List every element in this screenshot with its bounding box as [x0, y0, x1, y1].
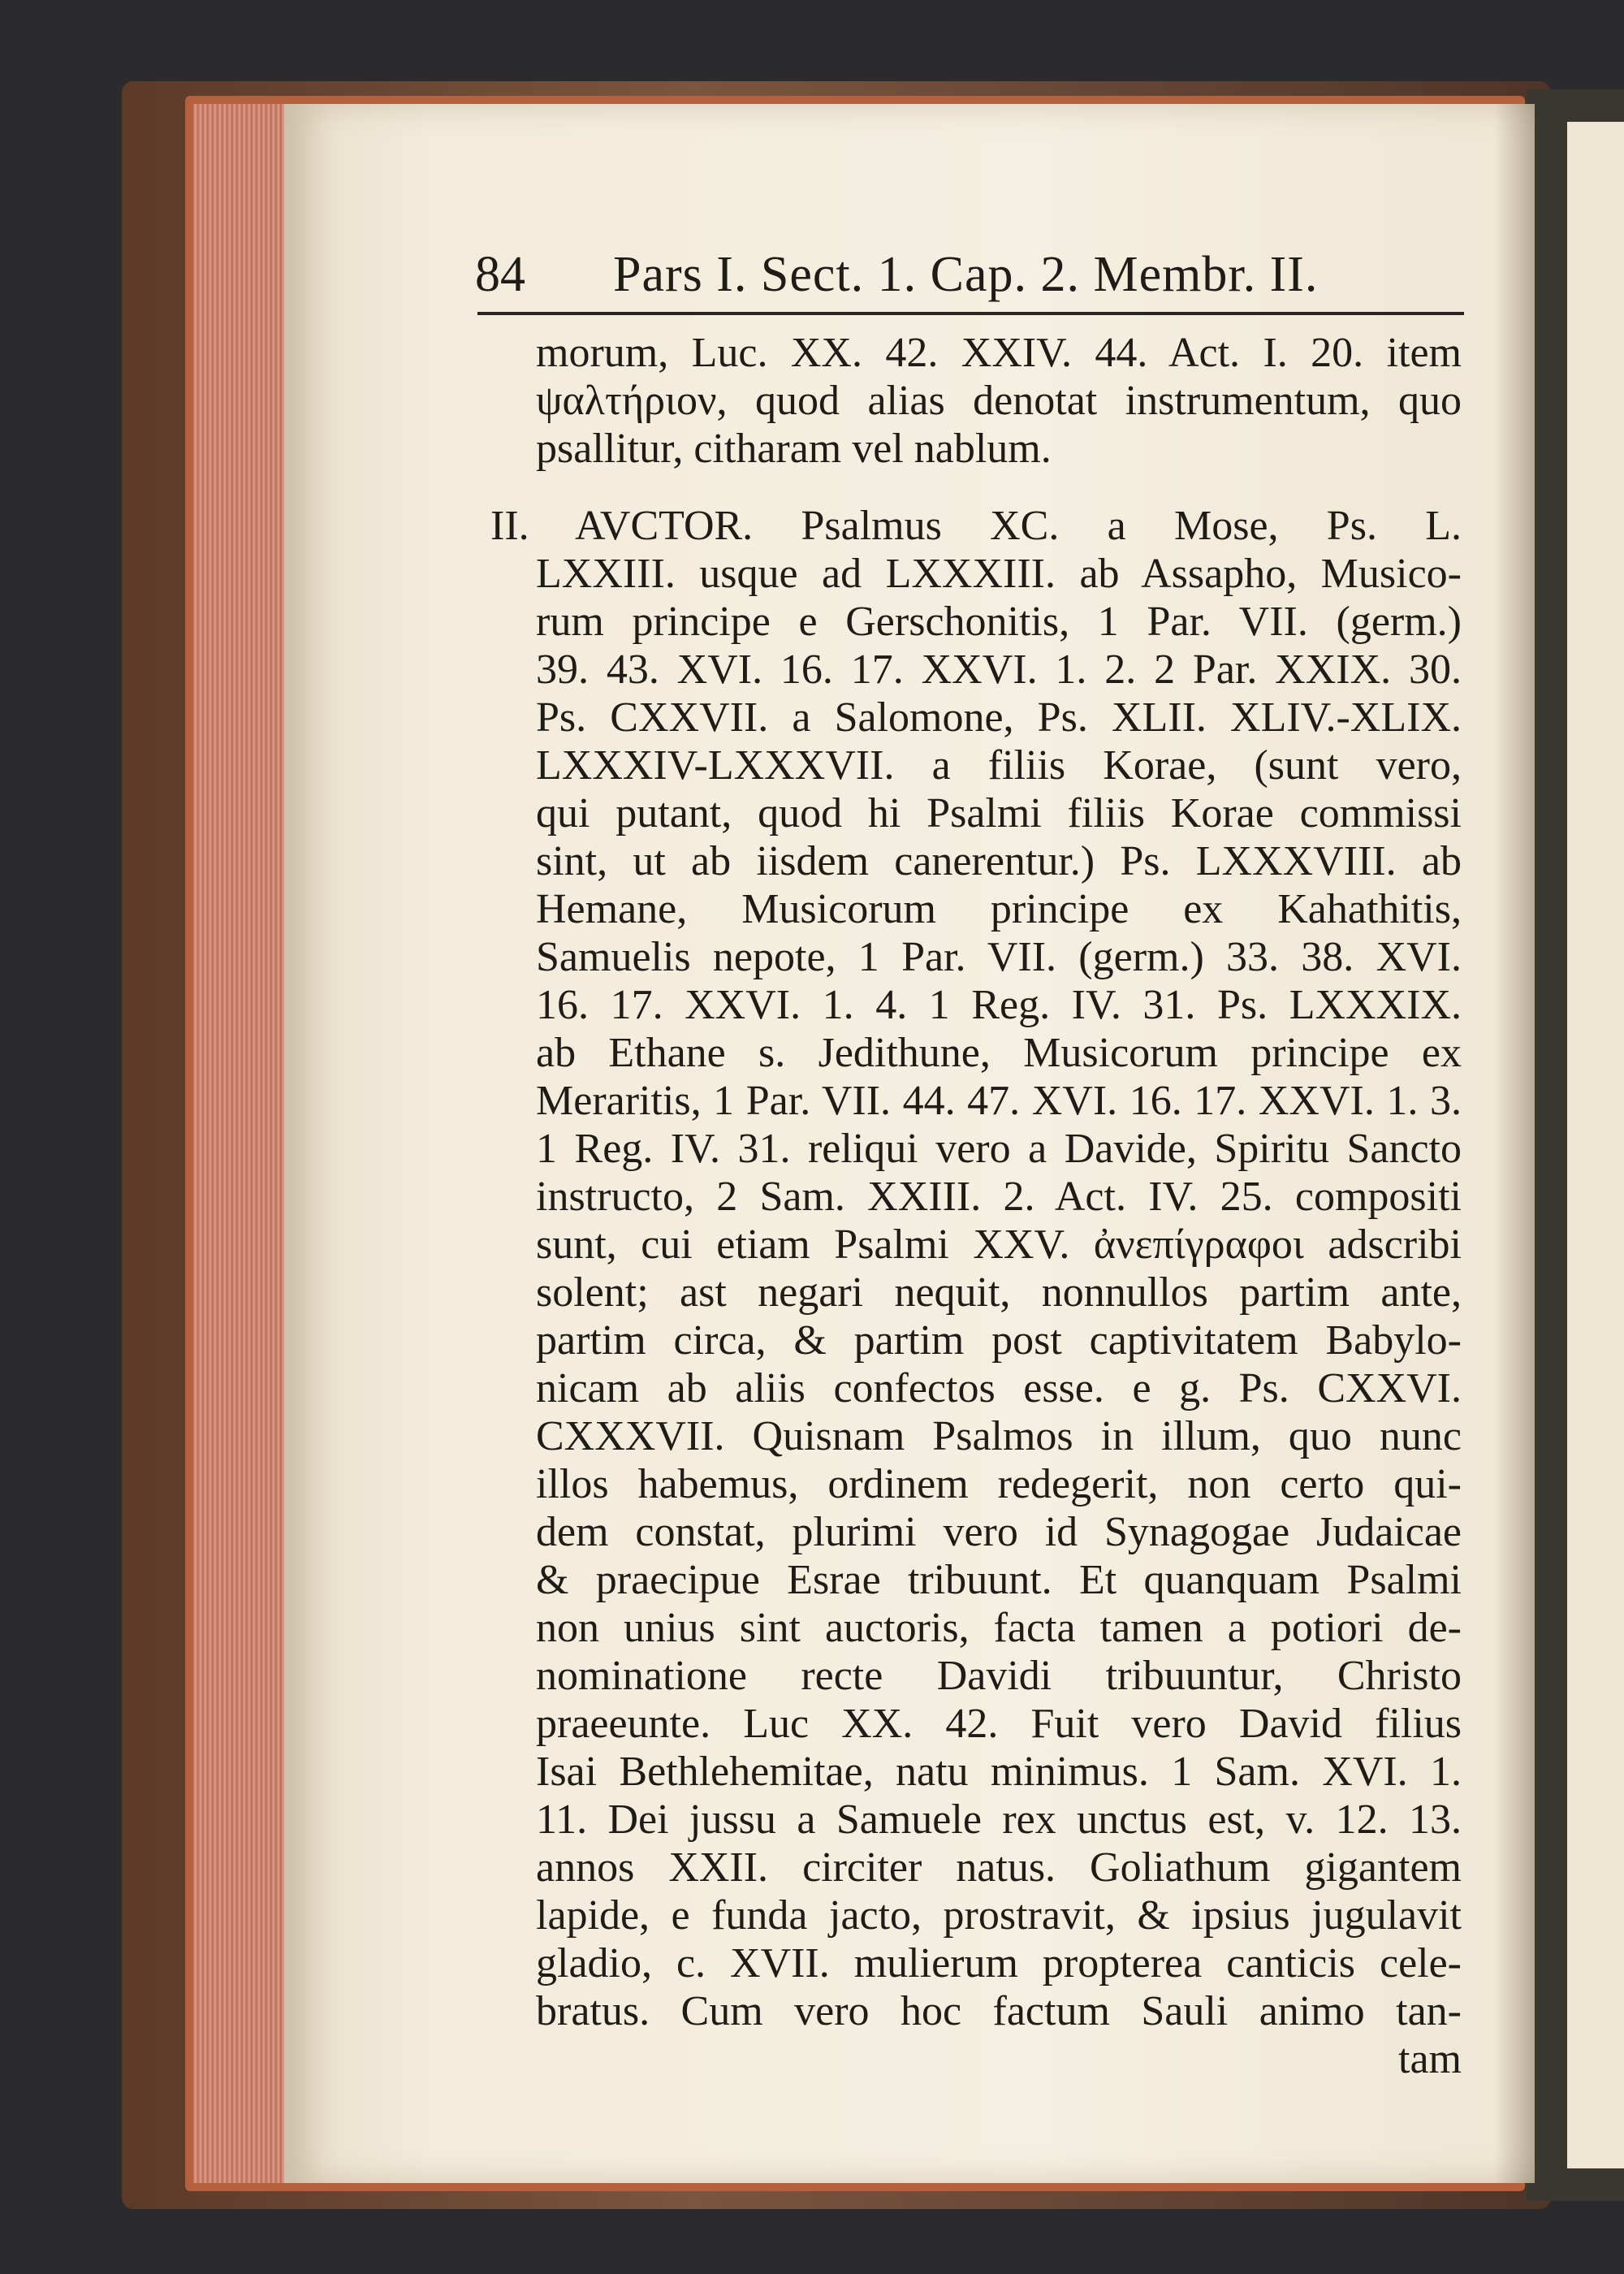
text-line: Samuelis nepote, 1 Par. VII. (germ.) 33. 38. XVI.	[536, 934, 1462, 980]
text-line: ψαλτήριον, quod alias denotat instrumentum, quo	[536, 378, 1462, 424]
text-line: Meraritis, 1 Par. VII. 44. 47. XVI. 16. 17. XXVI. 1. 3.	[536, 1078, 1462, 1124]
page-number: 84	[475, 247, 525, 302]
text-line: LXXXIV-LXXXVII. a filiis Korae, (sunt vero,	[536, 742, 1462, 789]
text-line: II. AVCTOR. Psalmus XC. a Mose, Ps. L.	[490, 503, 1462, 549]
text-line: non unius sint auctoris, facta tamen a potiori de-	[536, 1605, 1462, 1651]
text-line: qui putant, quod hi Psalmi filiis Korae commissi	[536, 790, 1462, 837]
page-gutter	[1494, 104, 1535, 2183]
text-line: instructo, 2 Sam. XXIII. 2. Act. IV. 25. compositi	[536, 1174, 1462, 1220]
text-line: annos XXII. circiter natus. Goliathum gigantem	[536, 1844, 1462, 1891]
text-line: illos habemus, ordinem redegerit, non certo qui-	[536, 1461, 1462, 1507]
text-line: gladio, c. XVII. mulierum propterea canticis cele-	[536, 1940, 1462, 1987]
text-line: 11. Dei jussu a Samuele rex unctus est, v. 12. 13.	[536, 1796, 1462, 1843]
text-line: nicam ab aliis confectos esse. e g. Ps. CXXVI.	[536, 1365, 1462, 1412]
page-header	[475, 242, 1466, 307]
header-rule	[477, 312, 1464, 315]
text-line: dem constat, plurimi vero id Synagogae Judaicae	[536, 1509, 1462, 1555]
text-line: nominatione recte Davidi tribuuntur, Christo	[536, 1653, 1462, 1699]
text-line: morum, Luc. XX. 42. XXIV. 44. Act. I. 20. item	[536, 330, 1462, 376]
running-head: Pars I. Sect. 1. Cap. 2. Membr. II.	[613, 247, 1319, 302]
text-line: 16. 17. XXVI. 1. 4. 1 Reg. IV. 31. Ps. LXXXIX.	[536, 982, 1462, 1028]
text-line: psallitur, citharam vel nablum.	[536, 426, 1052, 472]
text-line: Isai Bethlehemitae, natu minimus. 1 Sam. XVI. 1.	[536, 1749, 1462, 1795]
catchword: tam	[1398, 2036, 1462, 2082]
text-line: 39. 43. XVI. 16. 17. XXVI. 1. 2. 2 Par. XXIX. 30.	[536, 646, 1462, 693]
text-line: solent; ast negari nequit, nonnullos partim ante,	[536, 1269, 1462, 1316]
text-line: & praecipue Esrae tribuunt. Et quanquam Psalmi	[536, 1557, 1462, 1603]
text-line: LXXIII. usque ad LXXXIII. ab Assapho, Musico-	[536, 551, 1462, 597]
text-line: sint, ut ab iisdem canerentur.) Ps. LXXXVIII. ab	[536, 838, 1462, 884]
text-line: Ps. CXXVII. a Salomone, Ps. XLII. XLIV.-XLIX.	[536, 694, 1462, 741]
text-line: Hemane, Musicorum principe ex Kahathitis,	[536, 886, 1462, 932]
text-line: partim circa, & partim post captivitatem Babylo-	[536, 1317, 1462, 1364]
text-line: rum principe e Gerschonitis, 1 Par. VII. (germ.)	[536, 599, 1462, 645]
body-text	[490, 329, 1462, 2083]
text-line: CXXXVII. Quisnam Psalmos in illum, quo nunc	[536, 1413, 1462, 1459]
text-line: praeeunte. Luc XX. 42. Fuit vero David filius	[536, 1701, 1462, 1747]
text-line: ab Ethane s. Jedithune, Musicorum principe ex	[536, 1030, 1462, 1076]
text-line: sunt, cui etiam Psalmi XXV. ἀνεπίγραφοι adscribi	[536, 1221, 1462, 1268]
facing-page-edge	[1567, 122, 1624, 2168]
red-page-edges	[193, 104, 291, 2183]
text-line: 1 Reg. IV. 31. reliqui vero a Davide, Spiritu Sancto	[536, 1126, 1462, 1172]
text-line: lapide, e funda jacto, prostravit, & ipsius jugulavit	[536, 1892, 1462, 1939]
text-line: bratus. Cum vero hoc factum Sauli animo tan-	[536, 1988, 1462, 2034]
